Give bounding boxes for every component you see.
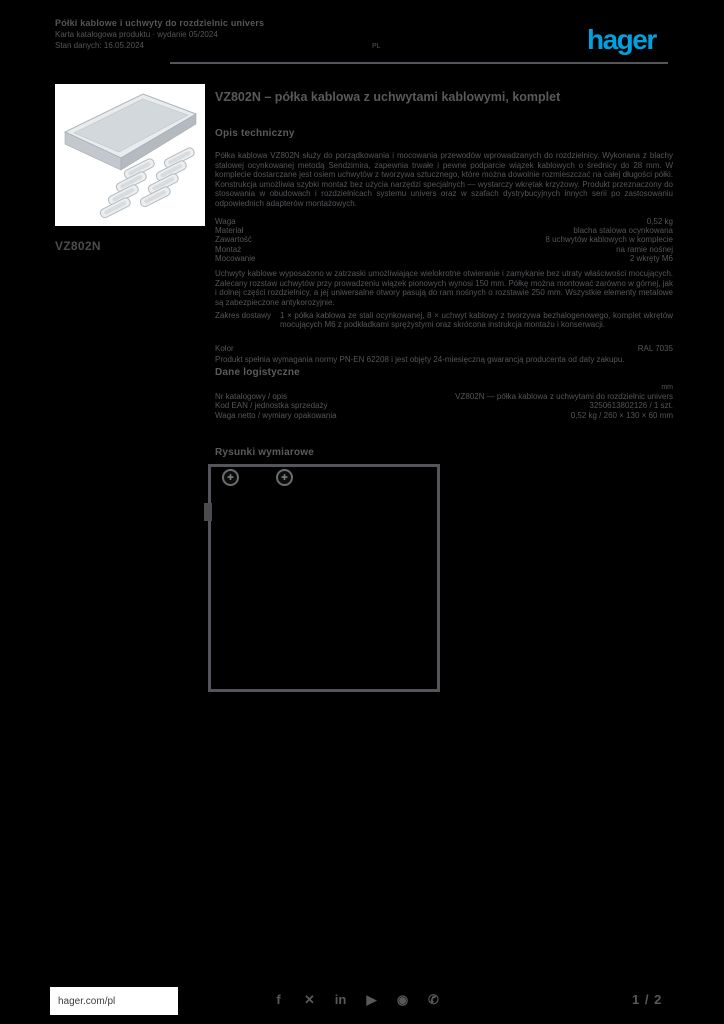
log-label: Kod EAN / jednostka sprzedaży — [215, 401, 328, 411]
x-icon[interactable]: ✕ — [304, 992, 315, 1007]
table-row — [215, 401, 673, 410]
spec-row — [215, 235, 673, 244]
spec-list — [215, 217, 673, 263]
section-heading-technical: Opis techniczny — [215, 128, 295, 139]
log-value: VZ802N — półka kablowa z uchwytami do rozdzielnic univers — [455, 392, 673, 401]
header-date: Stan danych: 16.05.2024 — [55, 41, 144, 50]
section-heading-drawing: Rysunki wymiarowe — [215, 447, 314, 458]
spec-row — [215, 245, 673, 254]
description-paragraph-2: Uchwyty kablowe wyposażono w zatrzaski umożliwiające wielokrotne otwieranie i zamykanie bez utraty właściwości mocujących. Zalecany rozstaw uchwytów przy prowadzeniu wiązek pionowych wynosi 150 mm. Półkę można montować zarówno w górnej, jak i dolnej części rozdzielnicy, a jej uniwersalne otwory pasują do ram nośnych o rozstawie 250 mm. Wszystkie elementy metalowe są zabezpieczone antykorozyjnie. — [215, 269, 673, 307]
spec-value: na ramie nośnej — [616, 244, 673, 254]
log-label: Nr katalogowy / opis — [215, 392, 288, 401]
color-row — [215, 344, 673, 353]
header-subtitle: Karta katalogowa produktu · wydanie 05/2024 — [55, 30, 218, 39]
spec-label: Montaż — [215, 244, 242, 254]
spec-row — [215, 254, 673, 263]
spec-row — [215, 217, 673, 226]
facebook-icon[interactable]: f — [276, 992, 281, 1007]
table-row — [215, 392, 673, 401]
delivery-value: 1 × półka kablowa ze stali ocynkowanej, 8 × uchwyt kablowy z tworzywa bezhalogenowego, komplet wkrętów mocujących M6 z podkładkami sprężystymi oraz skrócona instrukcja montażu i konserwacji. — [280, 311, 673, 330]
log-value: 3250613802126 / 1 szt. — [589, 401, 673, 411]
spec-label: Materiał — [215, 226, 244, 236]
instagram-icon[interactable]: ◉ — [396, 992, 409, 1007]
header-product-family: Półki kablowe i uchwyty do rozdzielnic univers — [55, 18, 265, 28]
header-locale-note: PL — [372, 43, 381, 50]
dimensional-drawing — [208, 464, 440, 692]
logistics-table — [215, 392, 673, 420]
color-label: Kolor — [215, 344, 234, 353]
delivery-label: Zakres dostawy — [215, 311, 272, 320]
spec-label: Zawartość — [215, 235, 252, 245]
delivery-row — [215, 311, 673, 330]
page-title: VZ802N – półka kablowa z uchwytami kablowymi, komplet — [215, 90, 561, 104]
product-photo — [55, 84, 205, 226]
spec-value: 2 wkręty M6 — [629, 253, 673, 263]
hager-logo: hager — [587, 24, 656, 55]
table-row — [215, 411, 673, 420]
screw-marker-icon: ✚ — [276, 469, 293, 486]
header-divider — [170, 62, 668, 64]
spec-row — [215, 226, 673, 235]
color-value: RAL 7035 — [637, 344, 673, 353]
spec-value: 0,52 kg — [646, 217, 673, 226]
log-label: Waga netto / wymiary opakowania — [215, 410, 337, 420]
spec-label: Mocowanie — [215, 253, 256, 263]
contact-icon[interactable]: ✆ — [428, 992, 439, 1007]
units-note: mm — [661, 384, 673, 391]
website-link[interactable]: hager.com/pl — [58, 995, 116, 1007]
log-value: 0,52 kg / 260 × 130 × 60 mm — [570, 410, 673, 420]
mounting-tab — [204, 503, 212, 521]
page-number: 1 / 2 — [632, 992, 663, 1007]
spec-value: blacha stalowa ocynkowana — [573, 226, 673, 236]
screw-marker-icon: ✚ — [222, 469, 239, 486]
footer-social-icons — [270, 991, 442, 1008]
footer-link-box[interactable] — [50, 987, 178, 1015]
section-heading-logistics: Dane logistyczne — [215, 367, 300, 378]
standard-note: Produkt spełnia wymagania normy PN-EN 62208 i jest objęty 24-miesięczną gwarancją producenta od daty zakupu. — [215, 355, 625, 364]
product-reference: VZ802N — [55, 239, 101, 253]
youtube-icon[interactable]: ▶ — [366, 992, 377, 1007]
description-paragraph-1: Półka kablowa VZ802N służy do porządkowania i mocowania przewodów wprowadzanych do rozdzielnicy. Wykonana z blachy stalowej ocynkowanej metodą Sendzimira, zapewnia trwałe i pewne podparcie wiązek kablowych o średnicy do 28 mm. W komplecie dostarczane jest osiem uchwytów z tworzywa sztucznego, które można dowolnie rozmieszczać na całej długości półki. Konstrukcja umożliwia szybki montaż bez użycia narzędzi specjalnych — wystarczy wkrętak krzyżowy. Produkt przeznaczony do stosowania w obudowach i rozdzielnicach systemu univers oraz w szafach dystrybucyjnych innych serii po zastosowaniu odpowiednich adapterów montażowych. — [215, 151, 673, 208]
spec-value: 8 uchwytów kablowych w komplecie — [545, 235, 673, 245]
cable-shelf-illustration — [55, 84, 205, 226]
spec-label: Waga — [215, 217, 236, 226]
linkedin-icon[interactable]: in — [334, 992, 347, 1007]
